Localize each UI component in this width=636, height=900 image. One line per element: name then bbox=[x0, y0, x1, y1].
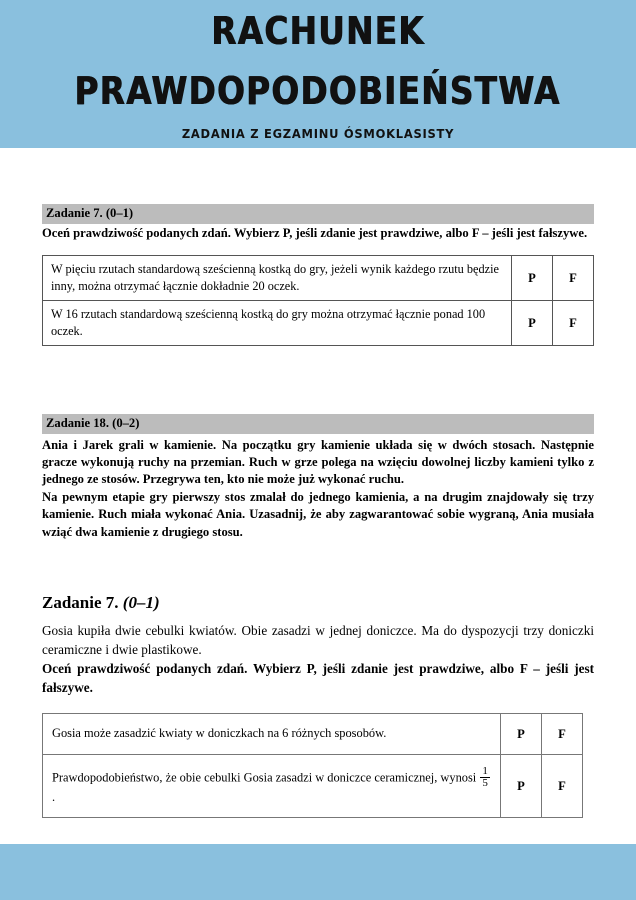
page-title-line-1: RACHUNEK bbox=[211, 9, 425, 53]
task-block-zadanie-7-first bbox=[42, 204, 594, 346]
true-option-cell[interactable]: P bbox=[501, 754, 542, 818]
false-option-cell[interactable]: F bbox=[542, 754, 583, 818]
task-block-zadanie-7-second bbox=[42, 593, 594, 818]
header-title-group bbox=[0, 0, 636, 148]
fraction-one-fifth bbox=[480, 766, 490, 789]
true-option-cell[interactable]: P bbox=[512, 301, 553, 346]
fraction-denominator: 5 bbox=[482, 776, 488, 789]
task-heading-zadanie-18: Zadanie 18. (0–2) bbox=[42, 414, 594, 434]
table-row bbox=[43, 754, 583, 818]
task-paragraph-1-zadanie-18: Ania i Jarek grali w kamienie. Na początku gry kamienie układa się w dwóch stosach. Następnie gracze wykonują ruchy na przemian. Ruch w grze polega na wzięciu dowolnej liczby kamieni tylko z jednego ze stosów. Przegrywa ten, kto nie może już wykonać ruchu. bbox=[42, 437, 594, 487]
task-instruction-zadanie-7-second: Oceń prawdziwość podanych zdań. Wybierz P, jeśli zdanie jest prawdziwe, albo F – jeśli jest fałszywe. bbox=[42, 660, 594, 695]
task-instruction-zadanie-7-first: Oceń prawdziwość podanych zdań. Wybierz P, jeśli zdanie jest prawdziwe, albo F – jeśli jest fałszywe. bbox=[42, 225, 588, 240]
table-row bbox=[43, 714, 583, 754]
pf-table-zadanie-7-first bbox=[42, 255, 594, 346]
task-paragraph-2-zadanie-18: Na pewnym etapie gry pierwszy stos zmalał do jednego kamienia, a na drugim znajdowały się trzy kamienie. Ruch miała wykonać Ania. Uzasadnij, że aby zagwarantować sobie wygraną, Ania musiała wziąć dwa kamienie z drugiego stosu. bbox=[42, 489, 594, 539]
false-option-cell[interactable]: F bbox=[553, 256, 594, 301]
statement-text-after-fraction: . bbox=[52, 790, 56, 805]
task-paragraph-zadanie-7-second: Gosia kupiła dwie cebulki kwiatów. Obie zasadzi w jednej doniczce. Ma do dyspozycji trzy doniczki ceramiczne i dwie plastikowe. bbox=[42, 623, 594, 658]
statement-cell: W 16 rzutach standardową sześcienną kostką do gry można otrzymać łącznie ponad 100 oczek. bbox=[43, 301, 512, 346]
statement-text-before-fraction: Prawdopodobieństwo, że obie cebulki Gosia zasadzi w doniczce ceramicznej, wynosi bbox=[52, 770, 480, 785]
task-heading-zadanie-7-first: Zadanie 7. (0–1) bbox=[42, 204, 594, 224]
document-sheet bbox=[0, 148, 636, 844]
false-option-cell[interactable]: F bbox=[542, 714, 583, 754]
page-title-line-2: PRAWDOPODOBIEŃSTWA bbox=[74, 69, 562, 113]
statement-cell-with-fraction bbox=[43, 754, 501, 818]
task-points-label: (0–1) bbox=[122, 593, 160, 612]
false-option-cell[interactable]: F bbox=[553, 301, 594, 346]
table-row bbox=[43, 256, 594, 301]
task-block-zadanie-18 bbox=[42, 414, 594, 541]
statement-cell: W pięciu rzutach standardową sześcienną kostką do gry, jeżeli wynik każdego rzutu będzie inny, można otrzymać łącznie dokładnie 20 oczek. bbox=[43, 256, 512, 301]
task-heading-zadanie-7-second bbox=[42, 593, 594, 613]
table-row bbox=[43, 301, 594, 346]
fraction-numerator: 1 bbox=[482, 764, 488, 777]
true-option-cell[interactable]: P bbox=[501, 714, 542, 754]
statement-cell: Gosia może zasadzić kwiaty w doniczkach na 6 różnych sposobów. bbox=[43, 714, 501, 754]
true-option-cell[interactable]: P bbox=[512, 256, 553, 301]
pf-table-zadanie-7-second bbox=[42, 713, 583, 818]
task-heading-label: Zadanie 7. bbox=[42, 593, 123, 612]
page-subtitle: ZADANIA Z EGZAMINU ÓSMOKLASISTY bbox=[181, 126, 455, 141]
footer-band bbox=[0, 844, 636, 900]
